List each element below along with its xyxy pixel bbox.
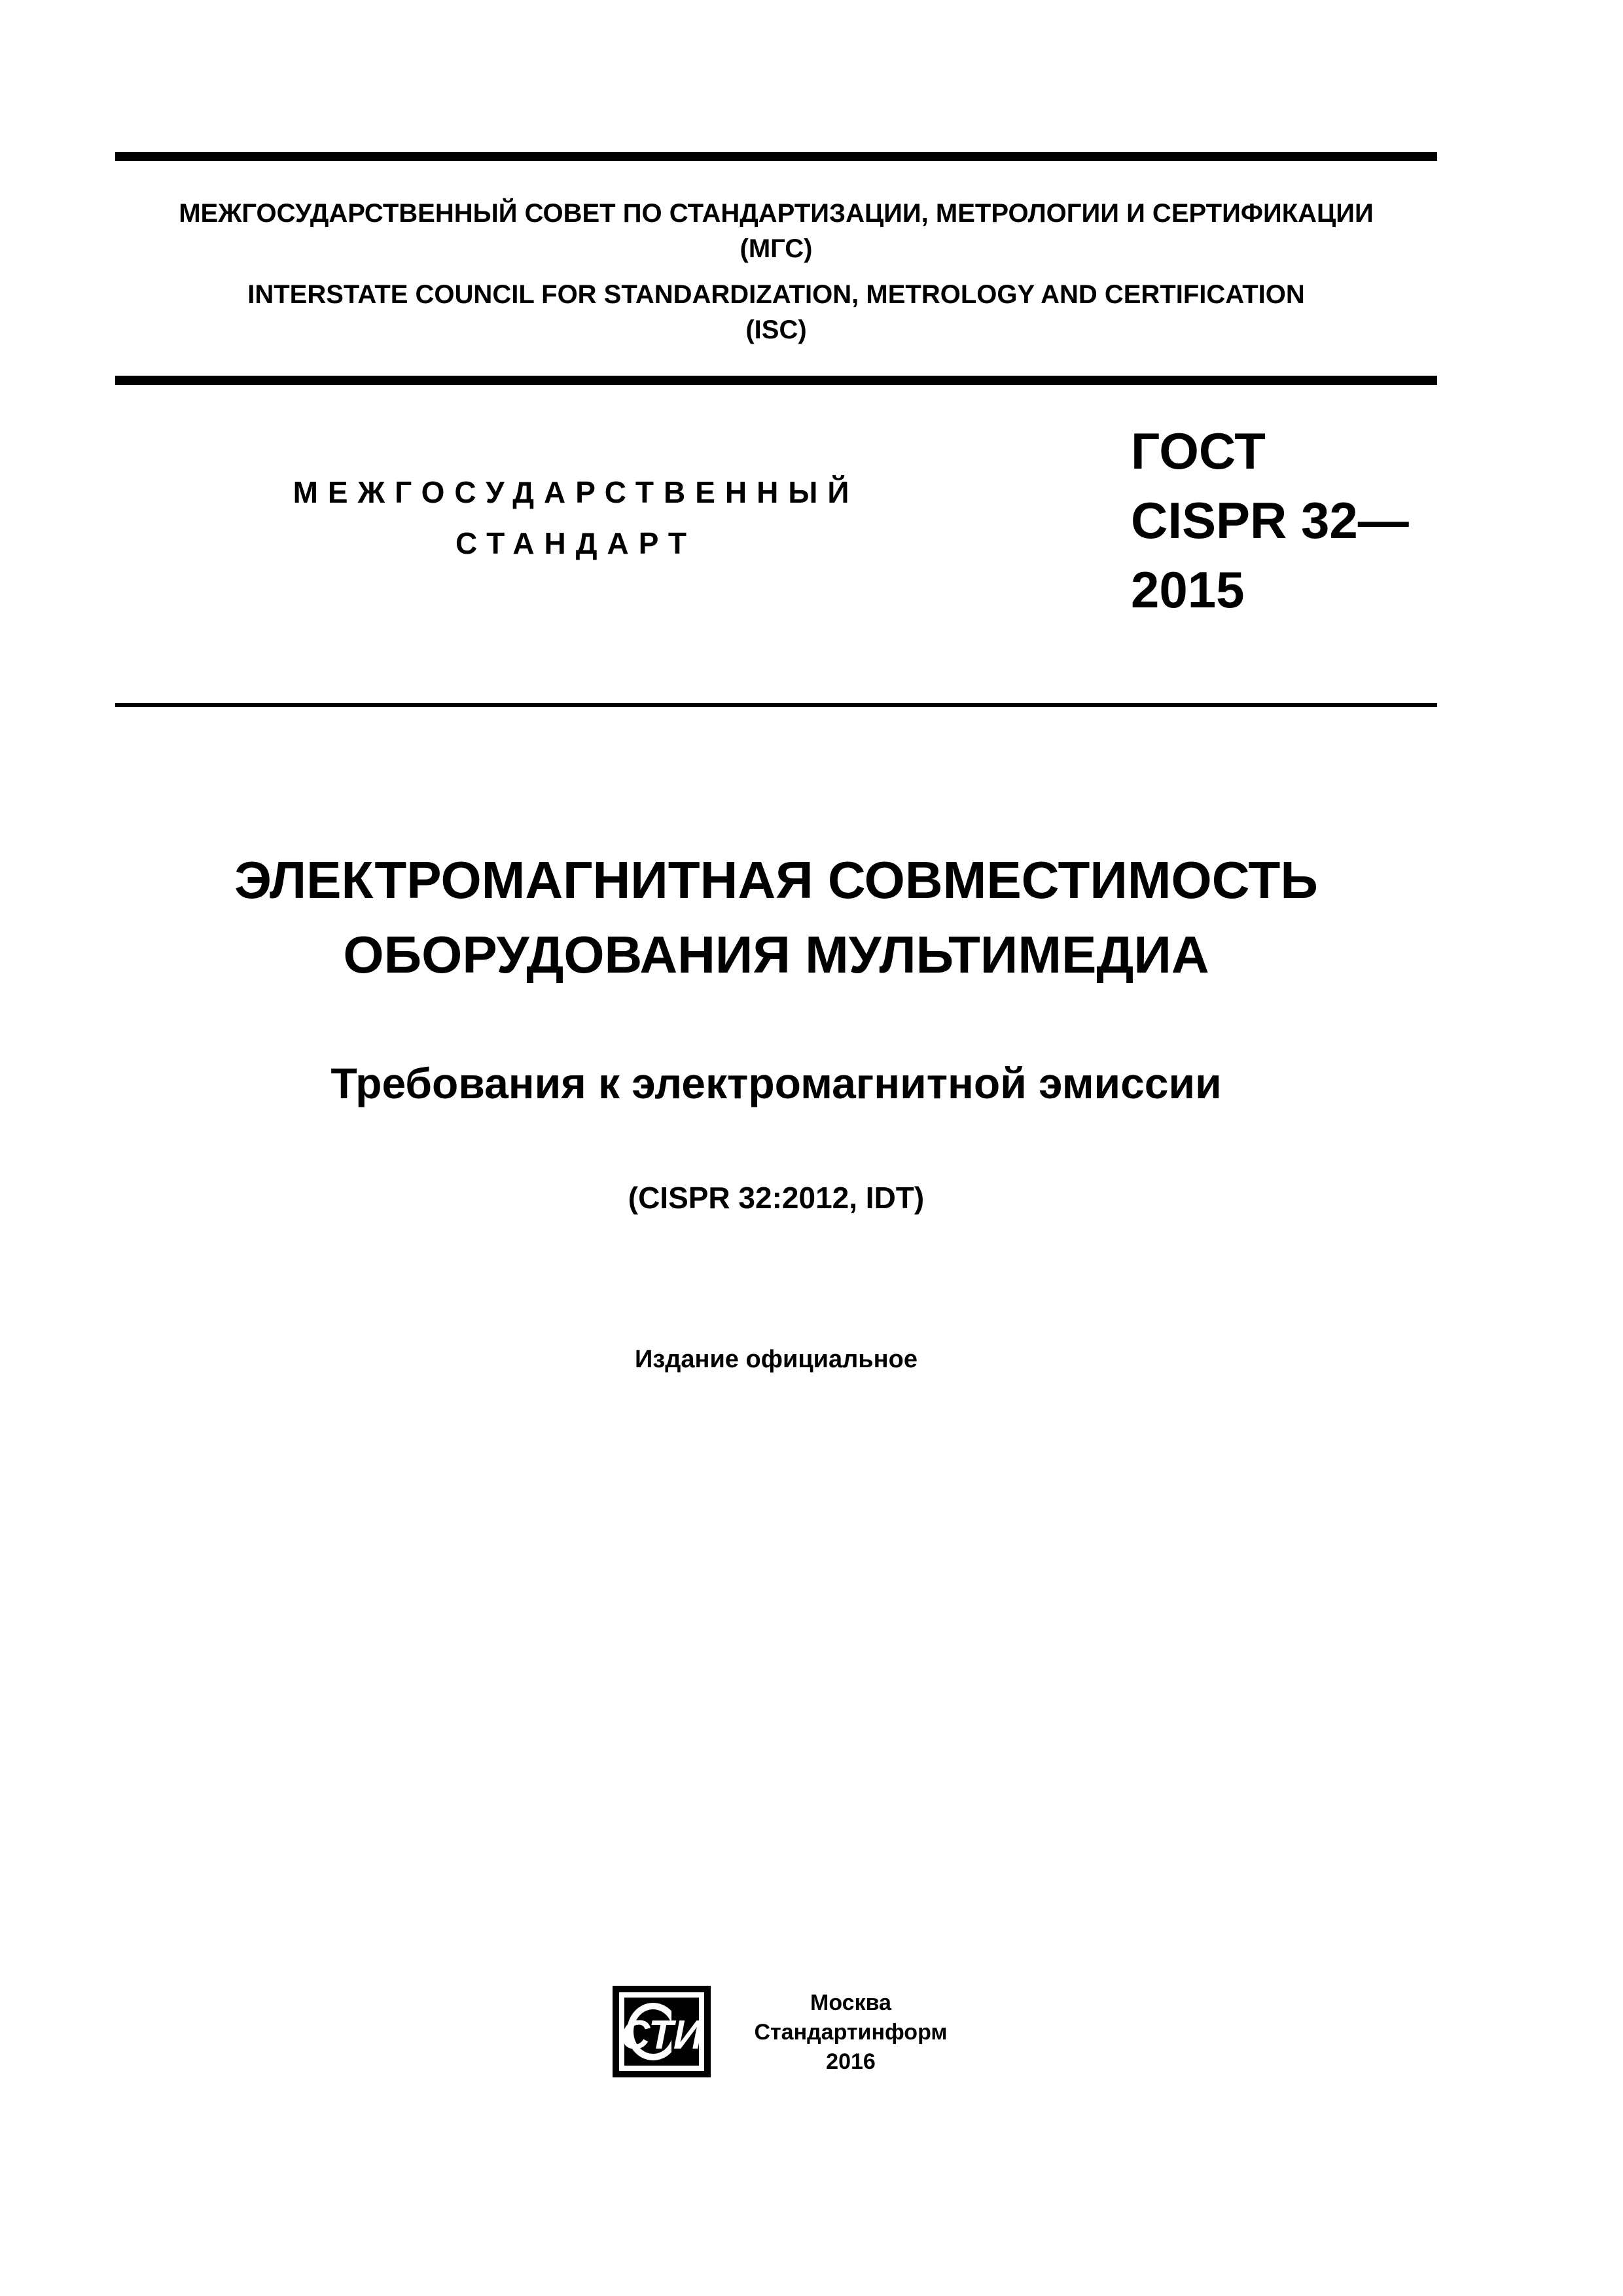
designation-cispr: CISPR 32— [1131,492,1409,549]
international-reference: (CISPR 32:2012, IDT) [628,1181,925,1215]
document-title-line2: ОБОРУДОВАНИЯ МУЛЬТИМЕДИА [343,925,1209,984]
document-subtitle: Требования к электромагнитной эмиссии [330,1059,1222,1107]
publisher-year: 2016 [826,2049,876,2074]
edition-label: Издание официальное [635,1346,918,1373]
designation-gost: ГОСТ [1131,422,1266,480]
council-name-ru: МЕЖГОСУДАРСТВЕННЫЙ СОВЕТ ПО СТАНДАРТИЗАЦИИ, МЕТРОЛОГИИ И СЕРТИФИКАЦИИ [179,199,1374,228]
standartinform-logo-icon [613,1986,711,2077]
designation-rule [115,703,1437,707]
top-rule [115,152,1437,161]
council-abbr-en: (ISC) [745,315,807,344]
standard-type-line2: СТАНДАРТ [455,526,696,560]
council-name-en: INTERSTATE COUNCIL FOR STANDARDIZATION, METROLOGY AND CERTIFICATION [247,280,1305,309]
designation-year: 2015 [1131,561,1245,619]
standard-type-line1: МЕЖГОСУДАРСТВЕННЫЙ [293,475,859,509]
council-abbr-ru: (МГС) [740,234,813,263]
svg-text:СТИ: СТИ [620,2013,703,2058]
publisher-city: Москва [810,1990,891,2015]
document-title-line1: ЭЛЕКТРОМАГНИТНАЯ СОВМЕСТИМОСТЬ [234,851,1318,909]
publisher-name: Стандартинформ [754,2020,948,2045]
header-rule [115,376,1437,385]
